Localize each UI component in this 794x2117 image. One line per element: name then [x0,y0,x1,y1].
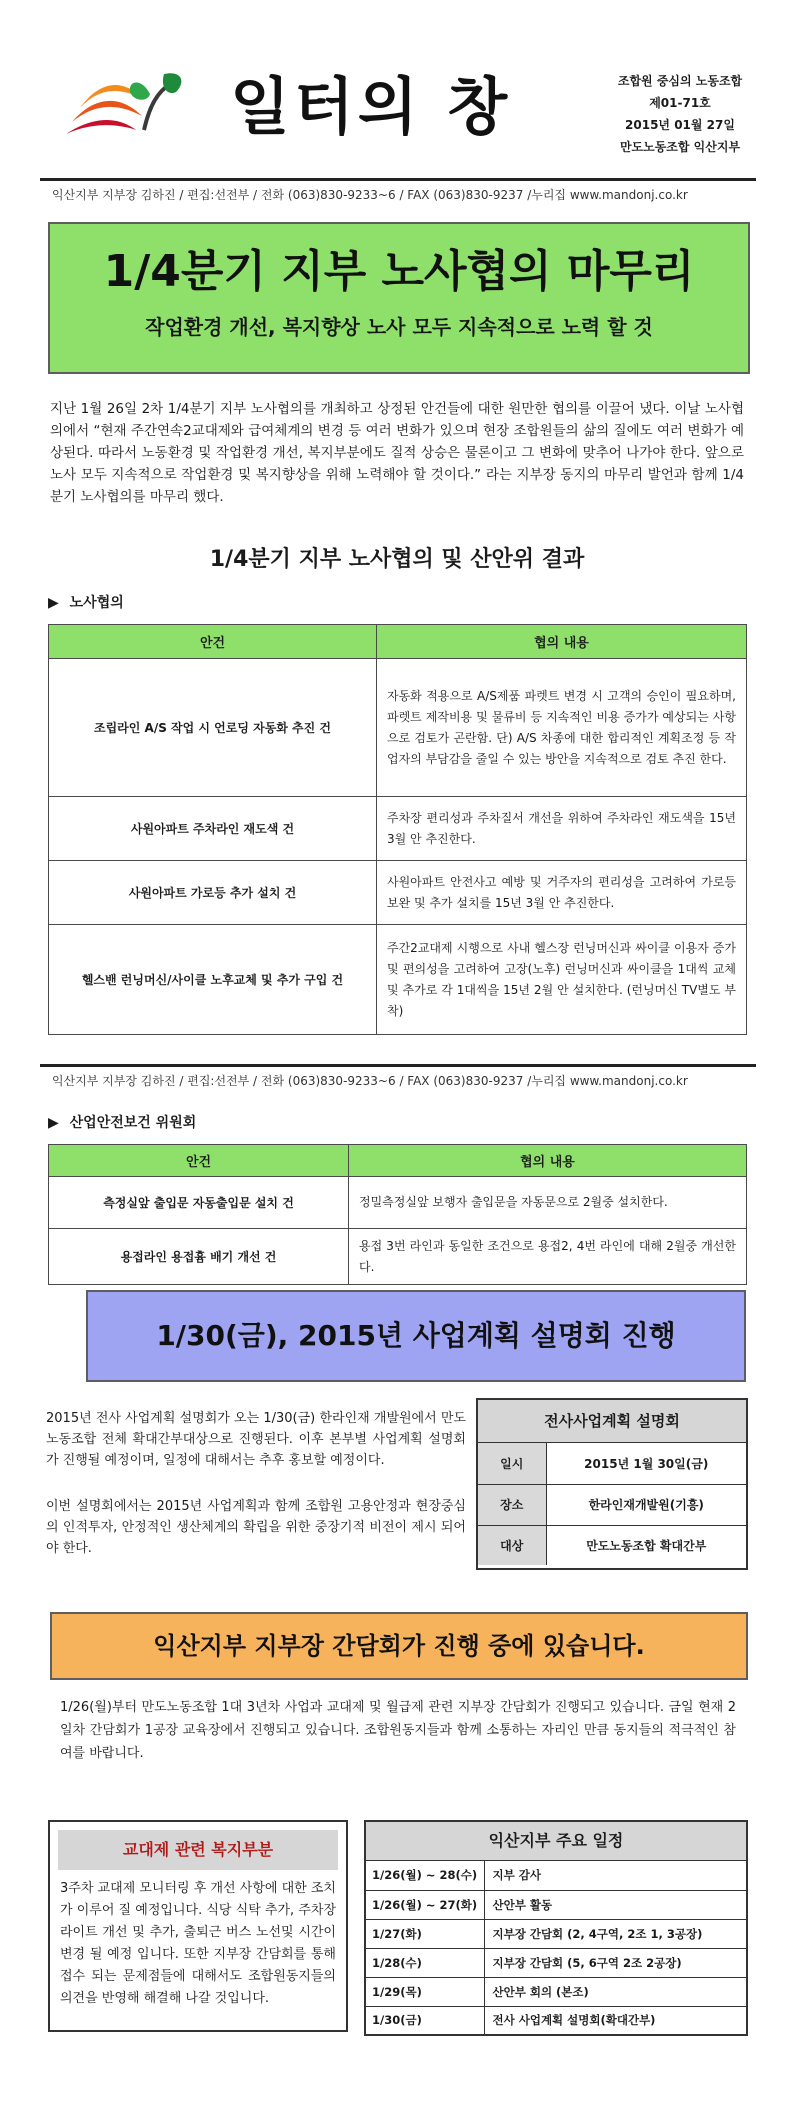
table-row: 일시 2015년 1월 30일(금) [478,1443,746,1484]
section-labor-mgmt-label: 노사협의 [69,595,124,611]
meeting-title: 익산지부 지부장 간담회가 진행 중에 있습니다. [153,1632,645,1660]
welfare-title: 교대제 관련 복지부분 [58,1830,338,1870]
safety-table [48,1144,747,1285]
table-row: 용접라인 용접흄 배기 개선 건 용접 3번 라인과 동일한 조건으로 용접2, 4번 라인에 대해 2월중 개선한다. [49,1229,747,1285]
table-row: 대상 만도노동조합 확대간부 [478,1525,746,1565]
col-agenda: 안건 [49,625,377,659]
welfare-paragraph: 3주차 교대제 모니터링 후 개선 사항에 대한 조치가 이루어 질 예정입니다. 식당 식탁 추가, 주차장 라이트 개선 및 추가, 출퇴근 버스 노선및 시간이 변경 될 예정 입니다. 또한 지부장 간담회를 통해 접수 되는 문제점들에 대해서도 조합원동지들의 의견을 반영해 해결해 나갈 것입니다. [60,1881,336,2006]
headline-title: 1/4분기 지부 노사협의 마무리 [103,246,695,297]
issue-date: 2015년 01월 27일 [625,118,735,132]
welfare-box [48,1820,348,2032]
masthead-slogan: 조합원 중심의 노동조합 [617,74,743,88]
col-content: 협의 내용 [349,1145,747,1177]
briefing-box-title: 전사사업계획 설명회 [478,1400,746,1443]
briefing-info-box [476,1398,748,1570]
table-row: 장소 한라인재개발원(기흥) [478,1484,746,1525]
col-agenda: 안건 [49,1145,349,1177]
schedule-title: 익산지부 주요 일정 [366,1822,746,1861]
briefing-banner [86,1290,746,1382]
table-row: 조립라인 A/S 작업 시 언로딩 자동화 추진 건 자동화 적용으로 A/S제품 파렛트 변경 시 고객의 승인이 필요하며, 파렛트 제작비용 및 물류비 등 지속적인 비용 증가가 예상되는 사항으로 검토가 곤란함. 단) A/S 차종에 대한 합리적인 계획조정 등 작업자의 부담감을 줄일 수 있는 방안을 지속적으로 검토 추진 한다. [49,659,747,797]
union-logo [58,64,188,146]
table-row: 사원아파트 주차라인 재도색 건 주차장 편리성과 주차질서 개선을 위하여 주차라인 재도색을 15년 3월 안 추진한다. [49,797,747,861]
section-labor-mgmt [48,592,124,612]
table-row: 1/28(수) 지부장 간담회 (5, 6구역 2조 2공장) [366,1948,746,1977]
section-safety [48,1112,196,1132]
headline-subtitle: 작업환경 개선, 복지향상 노사 모두 지속적으로 노력 할 것 [145,315,653,339]
headline-box [48,222,750,374]
table-row: 사원아파트 가로등 추가 설치 건 사원아파트 안전사고 예방 및 거주자의 편리성을 고려하여 가로등 보완 및 추가 설치를 15년 3월 안 추진한다. [49,861,747,925]
table-row: 1/29(목) 산안부 회의 (본조) [366,1977,746,2006]
table-row: 헬스밴 런닝머신/사이클 노후교체 및 추가 구입 건 주간2교대제 시행으로 사내 헬스장 런닝머신과 싸이클 이용자 증가 및 편의성을 고려하여 고장(노후) 런닝머신과 싸이클을 1대씩 교체 및 추가로 각 1대씩을 15년 2월 안 설치한다. (런닝머신 TV별도 부착) [49,925,747,1035]
masthead-info [585,70,775,158]
results-heading: 1/4분기 지부 노사협의 및 산안위 결과 [209,547,585,572]
triangle-bullet-icon: ▶ [48,1115,59,1131]
table-row: 측정실앞 출입문 자동출입문 설치 건 정밀측정실앞 보행자 출입문을 자동문으로 2월중 설치한다. [49,1177,747,1229]
masthead-divider [40,178,756,181]
publisher: 만도노동조합 익산지부 [619,140,741,154]
table-row: 1/26(월) ~ 27(화) 산안부 활동 [366,1890,746,1919]
contact-divider [40,1064,756,1067]
table-row: 1/30(금) 전사 사업계획 설명회(확대간부) [366,2006,746,2034]
labor-mgmt-table [48,624,747,1035]
contact-line-middle: 익산지부 지부장 김하진 / 편집:선전부 / 전화 (063)830-9233~6 / FAX (063)830-9237 /누리집 www.mandonj.co.kr [52,1074,688,1088]
table-row: 1/27(화) 지부장 간담회 (2, 4구역, 2조 1, 3공장) [366,1919,746,1948]
intro-paragraph: 지난 1월 26일 2차 1/4분기 지부 노사협의를 개최하고 상정된 안건들에 대한 원만한 협의를 이끌어 냈다. 이날 노사협의에서 “현재 주간연속2교대제와 급여체계의 변경 등 여러 변화가 있으며 현장 조합원들의 삶의 질에도 여러 변화가 예상된다. 따라서 노동환경 및 작업환경 개선, 복지부분에도 질적 상승은 물론이고 그 변화에 맞추어 나가야 한다. 앞으로 노사 모두 지속적으로 작업환경 및 복지향상을 위해 노력해야 할 것이다.” 라는 지부장 동지의 마무리 발언과 함께 1/4분기 노사협의를 마무리 했다. [50,401,744,505]
meeting-paragraph: 1/26(월)부터 만도노동조합 1대 3년차 사업과 교대제 및 월급제 관련 지부장 간담회가 진행되고 있습니다. 금일 현재 2일차 간담회가 1공장 교육장에서 진행되고 있습니다. 조합원동지들과 함께 소통하는 자리인 만큼 동지들의 적극적인 참여를 바랍니다. [60,1700,736,1761]
table-row: 1/26(월) ~ 28(수) 지부 감사 [366,1861,746,1890]
meeting-banner [50,1612,748,1680]
newsletter-title: 일터의 창 [230,70,512,143]
schedule-box [364,1820,748,2036]
triangle-bullet-icon: ▶ [48,595,59,611]
briefing-paragraph-1: 2015년 전사 사업계획 설명회가 오는 1/30(금) 한라인재 개발원에서 만도노동조합 전체 확대간부대상으로 진행된다. 이후 본부별 사업계획 설명회가 진행될 예정이며, 일정에 대해서는 추후 홍보할 예정이다. [46,1411,466,1468]
section-safety-label: 산업안전보건 위원회 [69,1115,197,1131]
col-content: 협의 내용 [377,625,747,659]
issue-number: 제01-71호 [649,96,711,110]
contact-line-top: 익산지부 지부장 김하진 / 편집:선전부 / 전화 (063)830-9233~6 / FAX (063)830-9237 /누리집 www.mandonj.co.kr [52,188,688,202]
briefing-paragraph-2: 이번 설명회에서는 2015년 사업계획과 함께 조합원 고용안정과 현장중심의 인적투자, 안정적인 생산체계의 확립을 위한 중장기적 비전이 제시 되어야 한다. [46,1499,466,1556]
briefing-title: 1/30(금), 2015년 사업계획 설명회 진행 [156,1319,676,1352]
